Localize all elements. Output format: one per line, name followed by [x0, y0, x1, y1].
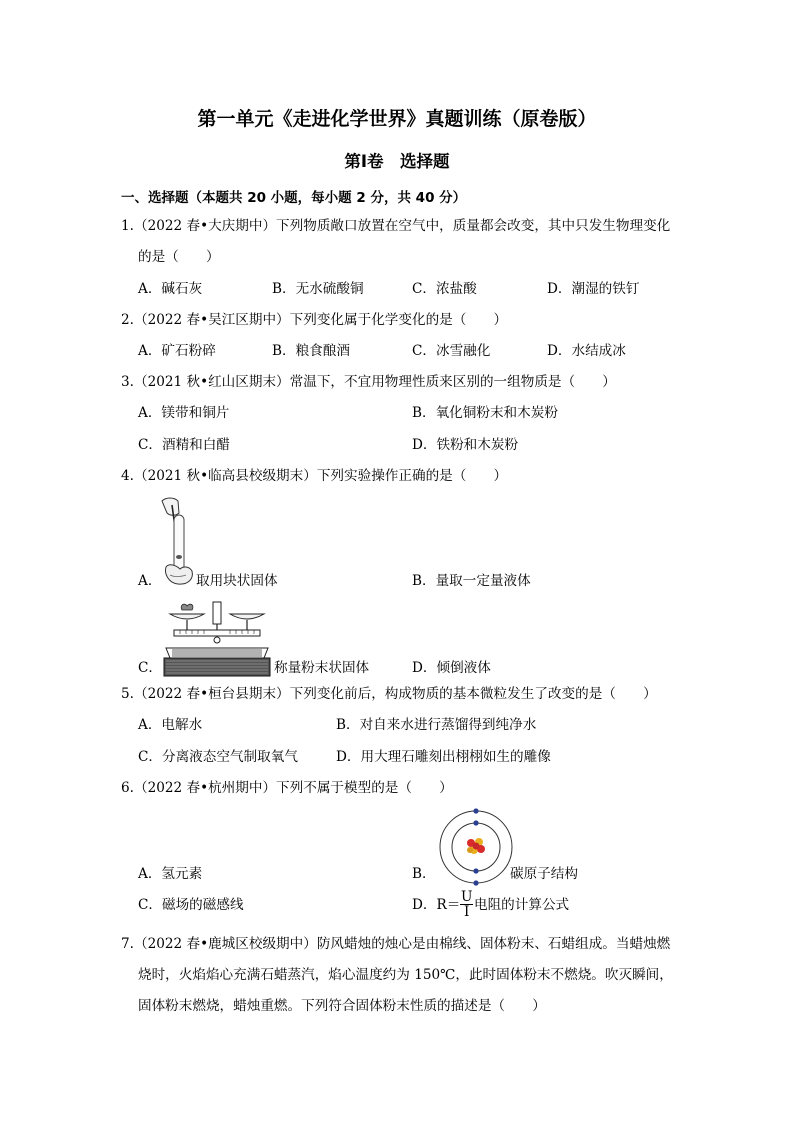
- q6-option-d-text: 电阻的计算公式: [474, 897, 570, 913]
- q6-option-d-label: D．R＝: [412, 897, 461, 913]
- q2-option-c: C．冰雪融化: [412, 343, 491, 359]
- q4-option-d: D．倾倒液体: [412, 660, 491, 676]
- q5-option-d: D．用大理石雕刻出栩栩如生的雕像: [336, 749, 551, 765]
- q1-option-a: A．碱石灰: [138, 281, 203, 297]
- page-subtitle: 第Ⅰ卷 选择题: [344, 152, 450, 171]
- q1-option-d: D．潮湿的铁钉: [547, 281, 640, 297]
- q7-stem-line3: 固体粉末燃烧，蜡烛重燃。下列符合固体粉末性质的描述是（ ）: [138, 998, 546, 1014]
- q4-option-c-text: 称量粉末状固体: [274, 660, 370, 676]
- q3-option-d: D．铁粉和木炭粉: [412, 437, 519, 453]
- q5-option-a: A．电解水: [138, 717, 203, 733]
- q2-option-d: D．水结成冰: [547, 343, 626, 359]
- q5-option-b: B．对自来水进行蒸馏得到纯净水: [336, 717, 537, 733]
- fraction-denominator: I: [464, 904, 470, 920]
- tweezers-test-tube-image: [158, 495, 198, 587]
- q7-stem-line1: 7.（2022 春•鹿城区校级期中）防风蜡烛的烛心是由棉线、固体粉末、石蜡组成。当蜡烛燃: [121, 936, 671, 952]
- q3-option-c: C．酒精和白醋: [138, 437, 230, 453]
- q6-option-c: C．磁场的磁感线: [138, 897, 244, 913]
- fraction-numerator: U: [461, 889, 473, 905]
- q5-option-c: C．分离液态空气制取氧气: [138, 749, 298, 765]
- q2-stem: 2.（2022 春•吴江区期中）下列变化属于化学变化的是（ ）: [121, 312, 508, 328]
- q3-option-a: A．镁带和铜片: [138, 405, 230, 421]
- q1-stem-line2: 的是（ ）: [138, 249, 220, 265]
- page-title: 第一单元《走进化学世界》真题训练（原卷版）: [197, 108, 597, 130]
- q6-option-a: A．氢元素: [138, 866, 203, 882]
- q6-stem: 6.（2022 春•杭州期中）下列不属于模型的是（ ）: [121, 780, 453, 796]
- q1-option-b: B．无水硫酸铜: [272, 281, 364, 297]
- q4-option-b: B．量取一定量液体: [412, 573, 531, 589]
- q2-option-b: B．粮食酿酒: [272, 343, 350, 359]
- q3-option-b: B．氧化铜粉末和木炭粉: [412, 405, 558, 421]
- q2-option-a: A．矿石粉碎: [138, 343, 216, 359]
- q1-stem-line1: 1.（2022 春•大庆期中）下列物质敞口放置在空气中，质量都会改变，其中只发生物理变化: [121, 218, 671, 234]
- q4-stem: 4.（2021 秋•临高县校级期末）下列实验操作正确的是（ ）: [121, 468, 508, 484]
- balance-scale-image: [162, 600, 272, 678]
- carbon-atom-model-image: [437, 808, 515, 886]
- q7-stem-line2: 烧时，火焰焰心充满石蜡蒸汽，焰心温度约为 150℃，此时固体粉末不燃烧。吹灭瞬间，: [138, 967, 673, 983]
- q4-option-a-text: 取用块状固体: [196, 573, 278, 589]
- q6-option-b-label: B．: [412, 866, 436, 882]
- q3-stem: 3.（2021 秋•红山区期末）常温下，不宜用物理性质来区别的一组物质是（ ）: [121, 374, 616, 390]
- q5-stem: 5.（2022 春•桓台县期末）下列变化前后，构成物质的基本微粒发生了改变的是（ ）: [121, 686, 657, 702]
- section-heading: 一、选择题（本题共 20 小题，每小题 2 分，共 40 分）: [121, 190, 467, 206]
- q4-option-c-label: C．: [138, 660, 162, 676]
- q4-option-a-label: A．: [138, 573, 162, 589]
- resistance-formula-fraction: [460, 890, 473, 919]
- q1-option-c: C．浓盐酸: [412, 281, 477, 297]
- q6-option-b-text: 碳原子结构: [510, 866, 578, 882]
